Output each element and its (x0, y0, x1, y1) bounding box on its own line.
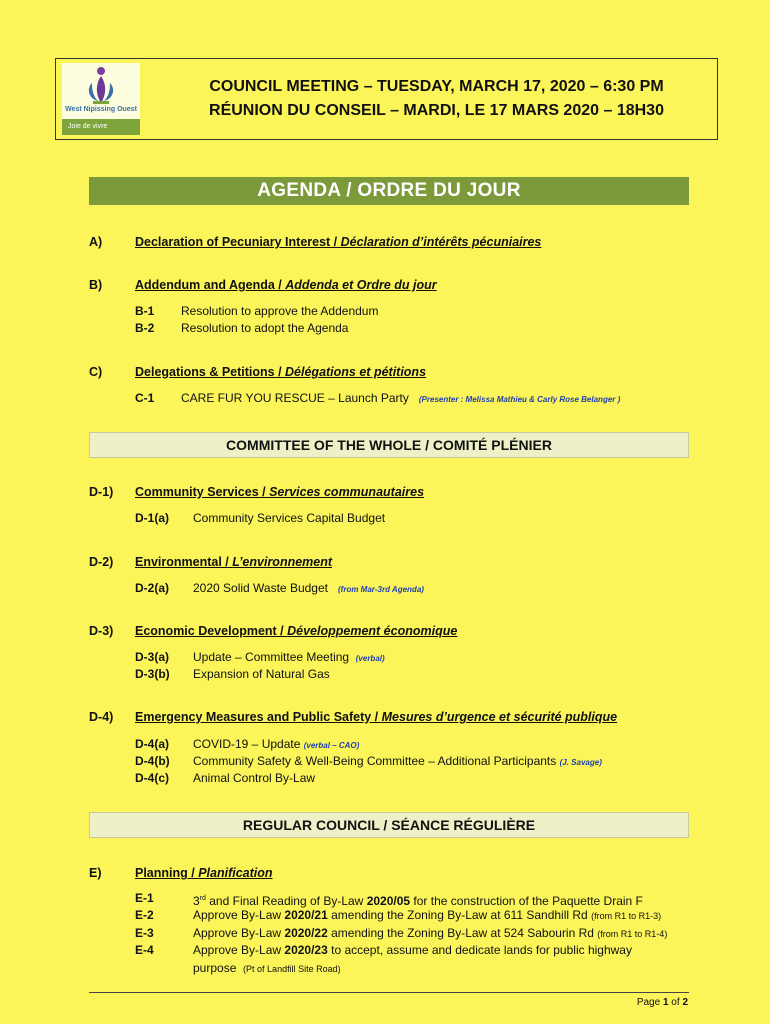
section-b-title: Addendum and Agenda / Addenda et Ordre du jour (135, 278, 437, 292)
section-d1-letter: D-1) (89, 485, 114, 499)
item-text: COVID-19 – Update (verbal – CAO) (193, 737, 360, 751)
item-code: D-3(b) (135, 667, 170, 681)
item-text: Community Services Capital Budget (193, 511, 386, 525)
item-text-continued: purpose (Pt of Landfill Site Road) (193, 961, 341, 975)
section-d4-title: Emergency Measures and Public Safety / Mesures d’urgence et sécurité publique (135, 710, 618, 724)
item-note: (from Mar-3rd Agenda) (338, 585, 424, 594)
municipality-logo (62, 63, 140, 135)
item-text: 2020 Solid Waste Budget (from Mar-3rd Agenda) (193, 581, 424, 595)
item-code: D-2(a) (135, 581, 170, 595)
committee-of-whole-heading: COMMITTEE OF THE WHOLE / COMITÉ PLÉNIER (89, 432, 689, 458)
section-d1-title: Community Services / Services communautaires (135, 485, 425, 499)
section-d3-letter: D-3) (89, 624, 114, 638)
item-text: Resolution to approve the Addendum (181, 304, 379, 318)
section-d4-letter: D-4) (89, 710, 114, 724)
item-note: (verbal – CAO) (303, 741, 360, 750)
section-a-title: Declaration of Pecuniary Interest / Déclaration d’intérêts pécuniaires (135, 235, 542, 249)
regular-council-heading: REGULAR COUNCIL / SÉANCE RÉGULIÈRE (89, 812, 689, 838)
meeting-title-en: COUNCIL MEETING – TUESDAY, MARCH 17, 2020 – 6:30 PM (209, 78, 664, 95)
section-c-title: Delegations & Petitions / Délégations et pétitions (135, 365, 427, 379)
item-code: D-4(a) (135, 737, 170, 751)
item-text: Animal Control By-Law (193, 771, 316, 785)
item-code: D-1(a) (135, 511, 170, 525)
item-text: Approve By-Law 2020/22 amending the Zoning By-Law at 524 Sabourin Rd (from R1 to R1-4) (193, 926, 668, 940)
item-code: B-2 (135, 321, 155, 335)
section-d3-title: Economic Development / Développement économique (135, 624, 458, 638)
agenda-title: AGENDA / ORDRE DU JOUR (89, 177, 689, 205)
item-text: Expansion of Natural Gas (193, 667, 330, 681)
item-code: E-3 (135, 926, 154, 940)
meeting-header (55, 58, 718, 140)
item-text: CARE FUR YOU RESCUE – Launch Party (Presenter : Melissa Mathieu & Carly Rose Belanger ) (181, 391, 621, 405)
section-c-letter: C) (89, 365, 103, 379)
item-note: (J. Savage) (559, 758, 602, 767)
section-d2-title: Environmental / L’environnement (135, 555, 333, 569)
section-d2-letter: D-2) (89, 555, 114, 569)
item-code: D-4(b) (135, 754, 170, 768)
item-text: 3rd and Final Reading of By-Law 2020/05 for the construction of the Paquette Drain F (193, 894, 643, 908)
logo-name: West Nipissing Ouest (65, 106, 137, 113)
item-code: D-4(c) (135, 771, 170, 785)
section-b-letter: B) (89, 278, 103, 292)
item-text: Approve By-Law 2020/23 to accept, assume and dedicate lands for public highway (193, 943, 632, 957)
section-a-letter: A) (89, 235, 103, 249)
item-code: E-2 (135, 908, 154, 922)
item-note: (from R1 to R1-3) (591, 911, 662, 921)
item-note: (Presenter : Melissa Mathieu & Carly Rose Belanger ) (418, 395, 621, 404)
section-e-letter: E) (89, 866, 102, 880)
item-code: C-1 (135, 391, 155, 405)
footer-divider (89, 992, 689, 993)
logo-tagline: Joie de vivre (62, 119, 140, 135)
item-text: Resolution to adopt the Agenda (181, 321, 349, 335)
item-note: (from R1 to R1-4) (597, 929, 668, 939)
item-code: E-4 (135, 943, 154, 957)
item-code: B-1 (135, 304, 155, 318)
item-text: Update – Committee Meeting (verbal) (193, 650, 385, 664)
item-code: D-3(a) (135, 650, 170, 664)
item-text: Community Safety & Well-Being Committee – Additional Participants (J. Savage) (193, 754, 602, 768)
item-code: E-1 (135, 891, 154, 905)
section-e-title: Planning / Planification (135, 866, 273, 880)
item-note: (Pt of Landfill Site Road) (243, 964, 341, 974)
page-number: Page 1 of 2 (636, 997, 688, 1008)
meeting-title-fr: RÉUNION DU CONSEIL – MARDI, LE 17 MARS 2020 – 18H30 (209, 102, 664, 119)
item-text: Approve By-Law 2020/21 amending the Zoning By-Law at 611 Sandhill Rd (from R1 to R1-3) (193, 908, 662, 922)
item-note: (verbal) (355, 654, 385, 663)
